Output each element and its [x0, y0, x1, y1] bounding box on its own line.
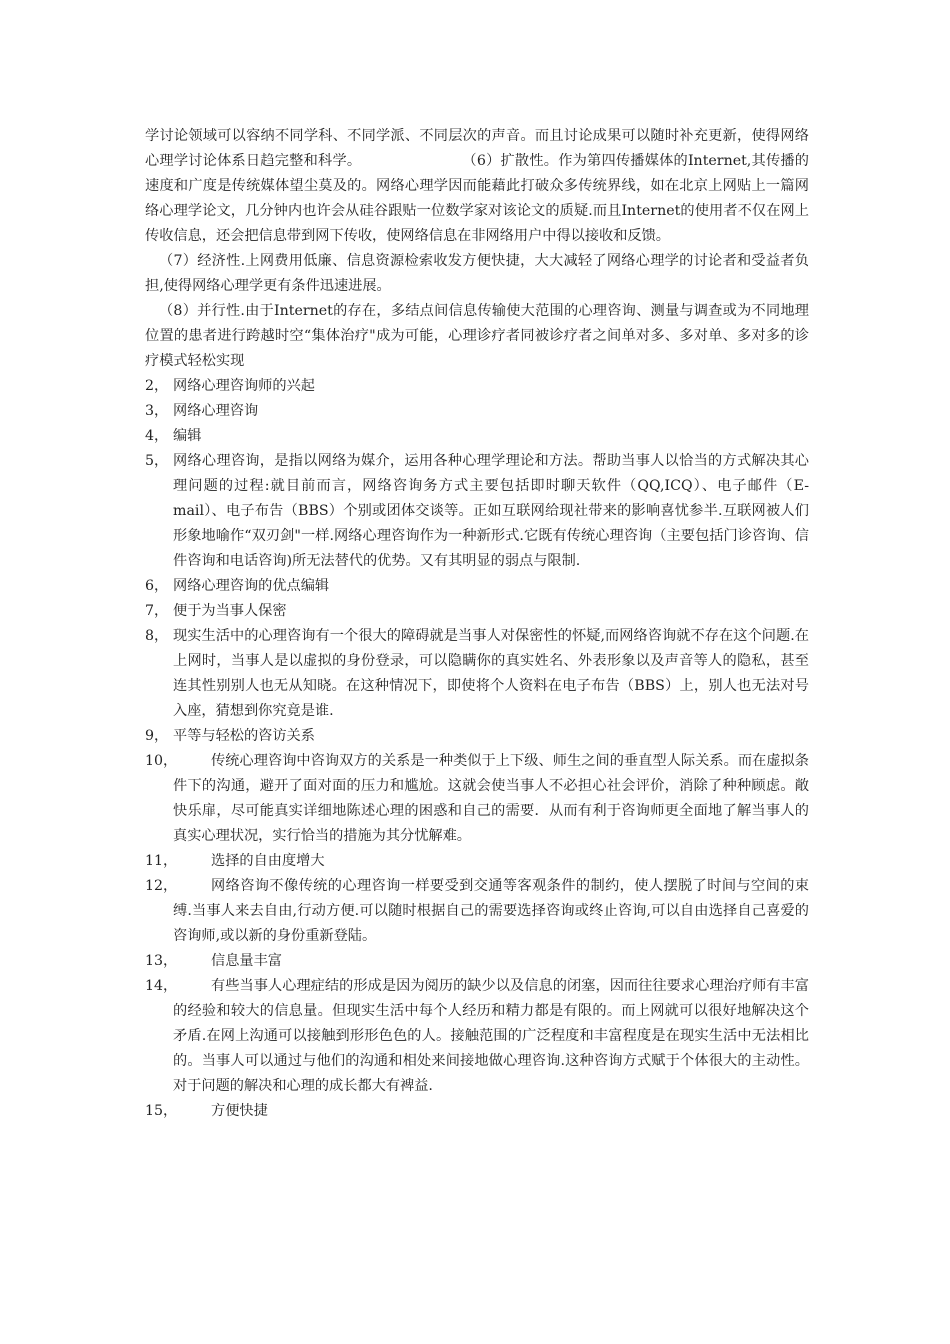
list-number: 13， [145, 953, 178, 969]
list-item [145, 599, 809, 624]
list-item [145, 874, 809, 949]
list-text: 网络心理咨询，是指以网络为媒介，运用各种心理学理论和方法。帮助当事人以恰当的方式解决其心理问题的过程:就目前而言，网络咨询务方式主要包括即时聊天软件（QQ,ICQ）、电子邮件（E-mail）、电子布告（BBS）个别或团体交谈等。正如互联网给现社带来的影响喜忧参半.互联网被人们形象地喻作“双刃剑"一样.网络心理咨询作为一种新形式.它既有传统心理咨询（主要包括门诊咨询、信件咨询和电话咨询)所无法替代的优势。又有其明显的弱点与限制. [173, 453, 809, 569]
paragraph-1: 学讨论领域可以容纳不同学科、不同学派、不同层次的声音。而且讨论成果可以随时补充更新，使得网络心理学讨论体系日趋完整和科学。 （6）扩散性。作为第四传播媒体的Internet,其传播的速度和广度是传统媒体望尘莫及的。网络心理学因而能藉此打破众多传统界线，如在北京上网贴上一篇网络心理学论文，几分钟内也许会从硅谷跟贴一位数学家对该论文的质疑.而且Internet的使用者不仅在网上传收信息，还会把信息带到网下传收，使网络信息在非网络用户中得以接收和反馈。 [145, 128, 809, 244]
list-text: 现实生活中的心理咨询有一个很大的障碍就是当事人对保密性的怀疑,而网络咨询就不存在这个问题.在上网时，当事人是以虚拟的身份登录，可以隐瞒你的真实姓名、外表形象以及声音等人的隐私，甚至连其性别别人也无从知晓。在这种情况下，即使将个人资料在电子布告（BBS）上，别人也无法对号入座，猜想到你究竟是谁. [173, 628, 809, 719]
list-text [173, 974, 809, 1099]
list-item [145, 424, 809, 449]
paragraph-3: （8）并行性.由于Internet的存在，多结点间信息传输使大范围的心理咨询、测量与调查或为不同地理位置的患者进行跨越时空“集体治疗"成为可能，心理诊疗者同被诊疗者之间单对多、多对单、多对多的诊疗模式轻松实现 [145, 303, 809, 369]
list-text: 方便快捷 [211, 1103, 268, 1119]
list-text: 网络心理咨询 [173, 403, 259, 419]
list-item [145, 624, 809, 724]
list-item [145, 749, 809, 849]
list-text-content: 网络咨询不像传统的心理咨询一样要受到交通等客观条件的制约，使人摆脱了时间与空间的束缚.当事人来去自由,行动方便.可以随时根据自己的需要选择咨询或终止咨询,可以自由选择自己喜爱的咨询师,或以新的身份重新登陆。 [173, 878, 809, 944]
list-item [145, 399, 809, 424]
list-number: 11， [145, 853, 178, 869]
list-number: 10， [145, 753, 178, 769]
list-text: 编辑 [173, 428, 202, 444]
list-number: 6， [145, 578, 169, 594]
list-number: 5， [145, 453, 169, 469]
list-text: 信息量丰富 [211, 953, 282, 969]
list-number: 2， [145, 378, 169, 394]
list-number: 14， [145, 978, 178, 994]
list-number: 9， [145, 728, 169, 744]
list-number: 4， [145, 428, 169, 444]
list-item [145, 949, 809, 974]
list-number: 3， [145, 403, 169, 419]
list-number: 7， [145, 603, 169, 619]
list-item [145, 849, 809, 874]
list-text-content: 有些当事人心理症结的形成是因为阅历的缺少以及信息的闭塞，因而往往要求心理治疗师有丰富的经验和较大的信息量。但现实生活中每个人经历和精力都是有限的。而上网就可以很好地解决这个矛盾.在网上沟通可以接触到形形色色的人。接触范围的广泛程度和丰富程度是在现实生活中无法相比的。当事人可以通过与他们的沟通和相处来间接地做心理咨询.这种咨询方式赋于个体很大的主动性。对于问题的解决和心理的成长都大有裨益. [173, 978, 809, 1094]
document-page [145, 124, 809, 1124]
list-item [145, 374, 809, 399]
list-text: 网络心理咨询的优点编辑 [173, 578, 330, 594]
paragraph-2: （7）经济性.上网费用低廉、信息资源检索收发方便快捷，大大减轻了网络心理学的讨论者和受益者负担,使得网络心理学更有条件迅速进展。 [145, 253, 809, 294]
list-item [145, 974, 809, 1099]
list-text [173, 874, 809, 949]
list-item [145, 1099, 809, 1124]
list-text-content: 传统心理咨询中咨询双方的关系是一种类似于上下级、师生之间的垂直型人际关系。而在虚拟条件下的沟通，避开了面对面的压力和尴尬。这就会使当事人不必担心社会评价，消除了种种顾虑。敞快乐扉，尽可能真实详细地陈述心理的困惑和自己的需要．从而有利于咨询师更全面地了解当事人的真实心理状况，实行恰当的措施为其分忧解难。 [173, 753, 809, 844]
list-number: 8， [145, 628, 169, 644]
list-item [145, 449, 809, 574]
list-text [173, 749, 809, 849]
list-number: 12， [145, 878, 178, 894]
list-item [145, 724, 809, 749]
list-text: 平等与轻松的咨访关系 [173, 728, 315, 744]
list-text: 便于为当事人保密 [173, 603, 287, 619]
list-text: 网络心理咨询师的兴起 [173, 378, 315, 394]
list-item [145, 574, 809, 599]
list-number: 15， [145, 1103, 178, 1119]
list-text: 选择的自由度增大 [211, 853, 325, 869]
